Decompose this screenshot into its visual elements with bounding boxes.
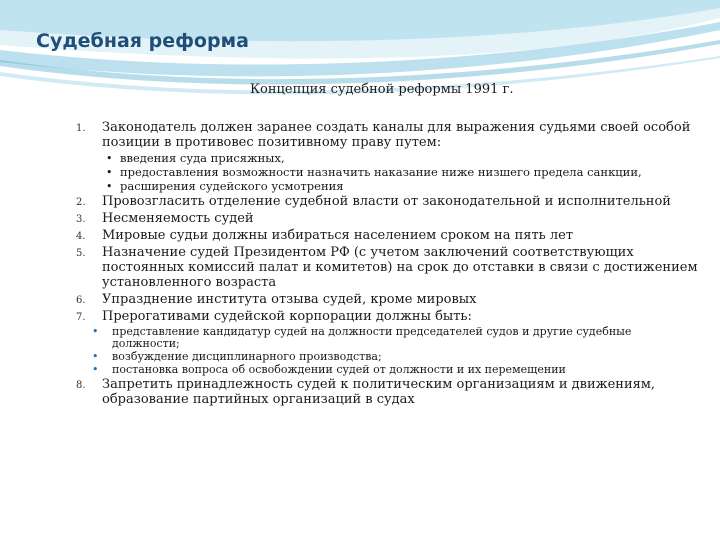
item-text: Прерогативами судейской корпорации должны быть: bbox=[102, 309, 472, 324]
list-item bbox=[70, 292, 700, 307]
item-number: 5. bbox=[76, 248, 86, 259]
content-area bbox=[70, 120, 700, 409]
item-text: Законодатель должен заранее создать каналы для выражения судьями своей особой позиции в противовес позитивному праву путем: bbox=[102, 120, 691, 150]
item-text: Мировые судьи должны избираться населением сроком на пять лет bbox=[102, 228, 574, 243]
item-number: 3. bbox=[76, 214, 86, 225]
list-item bbox=[70, 211, 700, 226]
list-item bbox=[70, 245, 700, 290]
sub-list-item: • расширения судейского усмотрения bbox=[102, 180, 700, 193]
item-text: Несменяемость судей bbox=[102, 211, 254, 226]
sub-list-item: • возбуждение дисциплинарного производства; bbox=[86, 351, 700, 363]
item-number: 7. bbox=[76, 312, 86, 323]
list-item bbox=[70, 120, 700, 150]
item-text: Запретить принадлежность судей к политическим организациям и движениям, образование партийных организаций в судах bbox=[102, 377, 656, 407]
item-number: 4. bbox=[76, 231, 86, 242]
list-item bbox=[70, 309, 700, 324]
sub-list-item: • предоставления возможности назначить наказание ниже низшего предела санкции, bbox=[102, 166, 700, 179]
item-number: 8. bbox=[76, 380, 86, 391]
item-number: 6. bbox=[76, 295, 86, 306]
item-text: Назначение судей Президентом РФ (с учетом заключений соответствующих постоянных комиссий палат и комитетов) на срок до отставки в связи с достижением установленного возраста bbox=[102, 245, 698, 290]
list-item bbox=[70, 377, 700, 407]
list-item bbox=[70, 194, 700, 209]
header-wave-decoration bbox=[0, 0, 720, 120]
sub-list-item: • постановка вопроса об освобождении судей от должности и их перемещении bbox=[86, 364, 700, 376]
item-text: Упразднение института отзыва судей, кроме мировых bbox=[102, 292, 477, 307]
reform-list bbox=[70, 120, 700, 407]
slide-title: Судебная реформа bbox=[36, 30, 249, 52]
slide-subtitle: Концепция судебной реформы 1991 г. bbox=[250, 82, 514, 97]
item-number: 2. bbox=[76, 197, 86, 208]
sub-list bbox=[70, 152, 700, 193]
item-number: 1. bbox=[76, 123, 86, 134]
item-text: Провозгласить отделение судебной власти от законодательной и исполнительной bbox=[102, 194, 671, 209]
sub-list-item: • введения суда присяжных, bbox=[102, 152, 700, 165]
list-item bbox=[70, 228, 700, 243]
sub-list-item: • представление кандидатур судей на должности председателей судов и другие судебные должности; bbox=[86, 326, 700, 350]
sub-list bbox=[70, 326, 700, 376]
